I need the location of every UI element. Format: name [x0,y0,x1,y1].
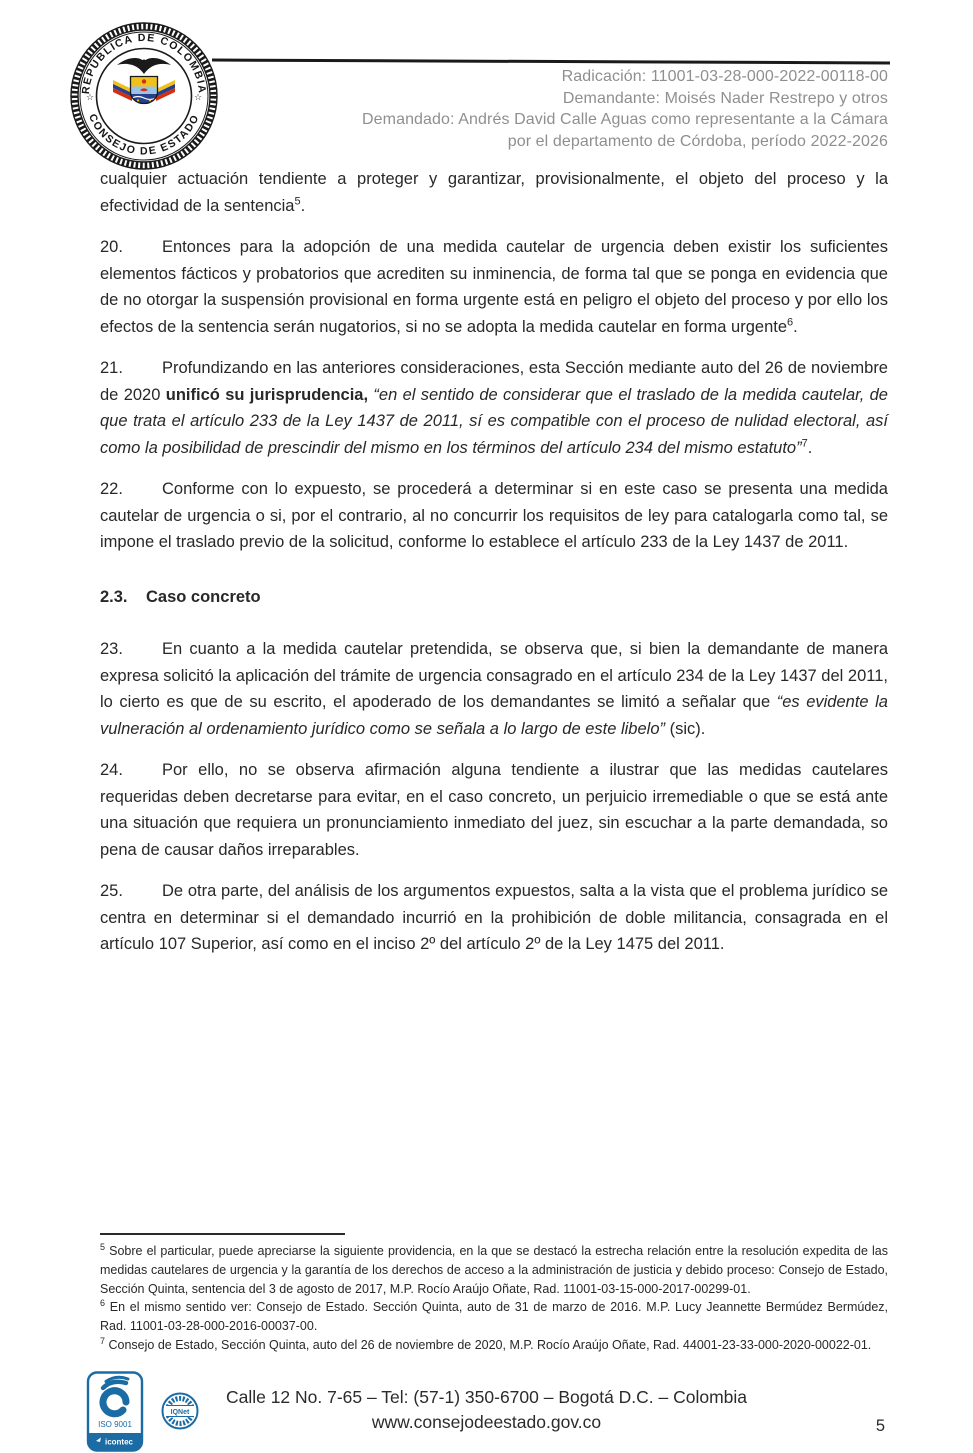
footer-website: www.consejodeestado.gov.co [371,1411,602,1432]
footnote-ref-5: 5 [294,195,301,207]
paragraph-21-number: 21. [100,359,123,377]
footnote-6-marker: 6 [100,1298,106,1309]
paragraph-21-tail: . [807,438,813,457]
paragraph-22-number: 22. [100,480,123,498]
paragraph-23-lead: En cuanto a la medida cautelar pretendida, se observa que, si bien la demandante de manera expresa solicitó la aplicación del trámite de urgencia consagrado en el artículo 234 de la Ley 1437 del 2011, lo cierto es que de su escrito, el apoderado de los demandantes se limitó a señalar que [100,640,888,711]
paragraph-intro-text: cualquier actuación tendiente a proteger y garantizar, provisionalmente, el objeto del proceso y la efectividad de la sentencia [100,170,888,215]
paragraph-20-number: 20. [100,238,123,256]
seal-star-right: ☆ [193,92,203,102]
paragraph-23 [100,636,888,742]
paragraph-intro-tail: . [300,196,306,215]
document-body [100,166,888,973]
footnote-5-text: Sobre el particular, puede apreciarse la siguiente providencia, en la que se destacó la estrecha relación entre la resolución expedita de las medidas cautelares de urgencia y la garantía de los derechos de acceso a la administración de justicia y debido proceso: Consejo de Estado, Sección Quinta, sentencia del 3 de agosto de 2017, M.P. Rocío Araújo Oñate, Rad. 11001-03-15-000-2017-00299-01. [100,1244,888,1296]
seal-top-text: REPÚBLICA DE COLOMBIA [79,31,209,95]
footnote-ref-7: 7 [801,437,808,449]
demandado-line2: por el departamento de Córdoba, período 2022-2026 [507,132,888,150]
footer-address-block [0,1385,973,1434]
paragraph-intro [100,166,888,219]
footnote-7-text: Consejo de Estado, Sección Quinta, auto del 26 de noviembre de 2020, M.P. Rocío Araújo Oñate, Rad. 44001-23-33-000-2020-00022-01. [105,1337,872,1352]
case-header-info [248,66,888,152]
consejo-de-estado-seal [69,21,219,171]
paragraph-21-lead: Profundizando en las anteriores consideraciones, esta Sección mediante auto del 26 de noviembre de 2020 [100,359,888,404]
footnote-5-marker: 5 [100,1241,106,1252]
seal-star-left: ☆ [85,92,95,102]
paragraph-22-text: Conforme con lo expuesto, se procederá a determinar si en este caso se presenta una medida cautelar de urgencia o si, por el contrario, al no concurrir los requisitos de ley para catalogarla como tal, se impone el traslado previo de la solicitud, conforme lo establece el artículo 233 de la Ley 1437 de 2011. [100,480,888,551]
iso-9001-label: ISO 9001 [98,1420,132,1429]
footer-address-line: Calle 12 No. 7-65 – Tel: (57-1) 350-6700 – Bogotá D.C. – Colombia [225,1387,748,1407]
paragraph-23-tail: (sic). [665,719,706,738]
icontec-label: icontec [104,1437,134,1447]
footnote-5 [100,1242,888,1298]
paragraph-21-quote: “en el sentido de considerar que el traslado de la medida cautelar, de que trata el artículo 233 de la Ley 1437 de 2011, sí es compatible con el proceso de nulidad electoral, así como la posibilidad de prescindir del mismo en los términos del artículo 234 del mismo estatuto” [100,385,888,457]
paragraph-22 [100,476,888,556]
paragraph-23-number: 23. [100,640,123,658]
footnote-separator [100,1233,345,1235]
paragraph-25-number: 25. [100,882,123,900]
paragraph-20 [100,234,888,340]
paragraph-25-text: De otra parte, del análisis de los argumentos expuestos, salta a la vista que el problema jurídico se centra en determinar si el demandado incurrió en la prohibición de doble militancia, consagrada en el artículo 107 Superior, así como en el inciso 2º del artículo 2º de la Ley 1475 del 2011. [100,882,888,953]
page-number: 5 [875,1417,885,1435]
footnote-ref-6: 6 [787,316,794,328]
paragraph-25 [100,878,888,958]
footnote-6 [100,1298,888,1336]
iqnet-label: IQNet [170,1409,190,1416]
section-heading-caso-concreto [100,584,888,611]
footnote-7 [100,1336,888,1355]
section-heading-title: Caso concreto [146,587,261,606]
paragraph-21 [100,355,888,461]
footnote-7-marker: 7 [100,1335,106,1346]
paragraph-24-text: Por ello, no se observa afirmación alguna tendiente a ilustrar que las medidas cautelares requeridas deben decretarse para evitar, en el caso concreto, un perjuicio irremediable o que se está ante una situación que requiera un pronunciamiento inmediato del juez, sin escuchar a la parte demandada, so pena de causar daños irreparables. [100,761,888,859]
seal-icon [69,21,219,171]
demandado-line1: Demandado: Andrés David Calle Aguas como representante a la Cámara [361,111,888,128]
paragraph-24-number: 24. [100,761,123,779]
footnotes-section [100,1233,888,1355]
paragraph-20-text: Entonces para la adopción de una medida cautelar de urgencia deben existir los suficientes elementos fácticos y probatorios que acrediten su inminencia, de forma tal que se ponga en evidencia que de no otorgar la suspensión provisional en forma urgente está en peligro el objeto del proceso y por ello los efectos de la sentencia serán nugatorios, si no se adopta la medida cautelar en forma urgente [100,238,888,336]
radicacion-line: Radicación: 11001-03-28-000-2022-00118-00 [561,68,888,85]
section-heading-number: 2.3. [100,587,128,606]
seal-bottom-text: CONSEJO DE ESTADO [86,112,202,158]
footnote-6-text: En el mismo sentido ver: Consejo de Estado. Sección Quinta, auto de 31 de marzo de 2016. M.P. Lucy Jeannette Bermúdez Bermúdez, Rad. 11001-03-28-000-2016-00037-00. [100,1300,888,1334]
paragraph-23-quote: “es evidente la vulneración al ordenamiento jurídico como se señala a lo largo de este libelo” [100,693,888,738]
paragraph-20-tail: . [793,317,798,336]
paragraph-21-bold: unificó su jurisprudencia, [165,385,374,404]
paragraph-24 [100,757,888,863]
header-divider-line [212,59,890,65]
demandante-line: Demandante: Moisés Nader Restrepo y otros [562,89,888,107]
